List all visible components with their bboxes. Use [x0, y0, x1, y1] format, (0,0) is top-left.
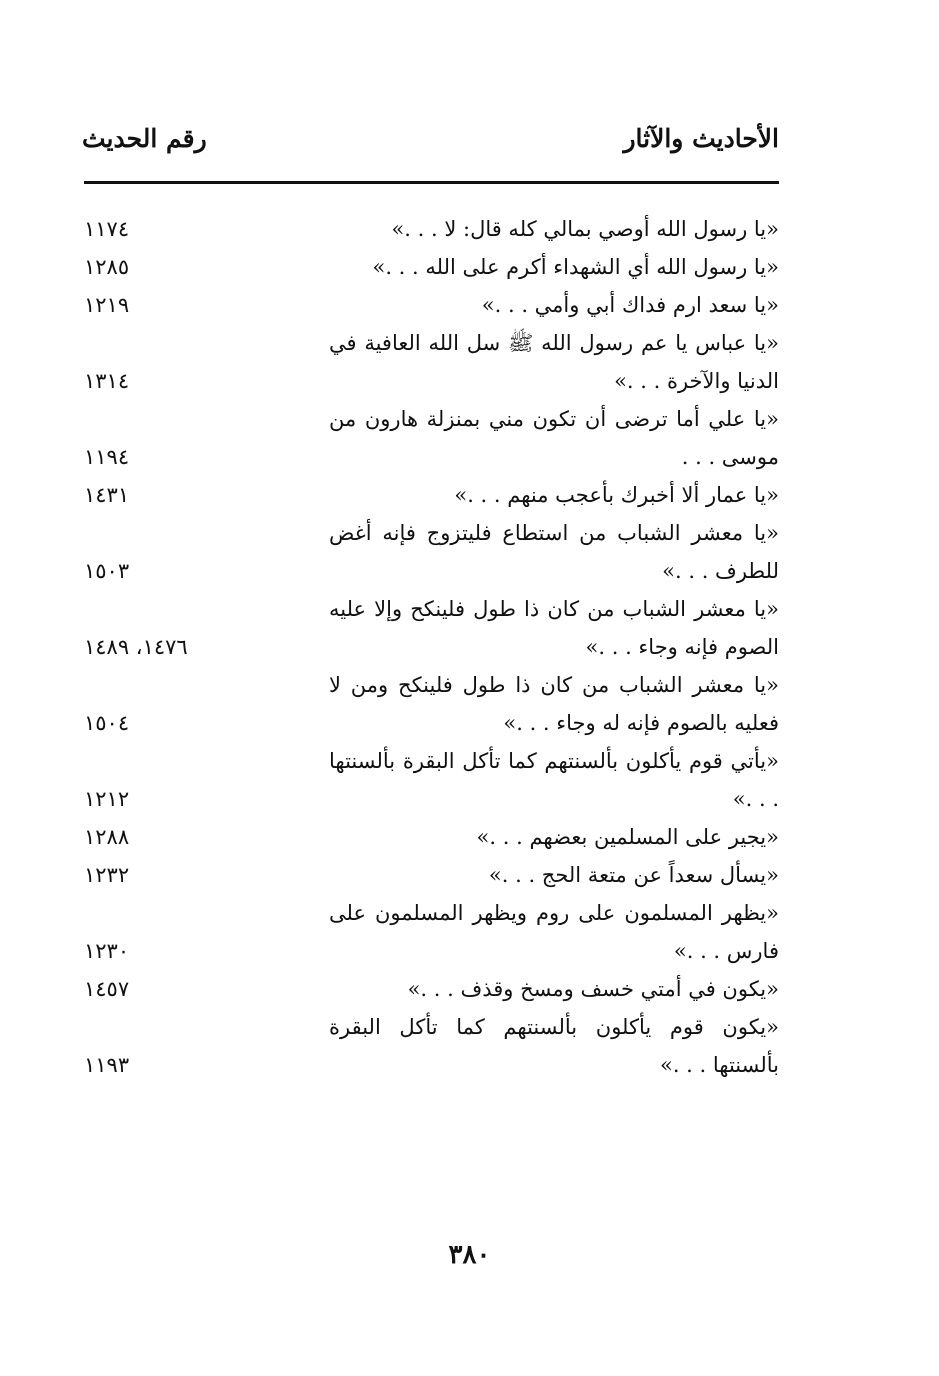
hadith-text: «يا رسول الله أوصي بمالي كله قال: لا . . .»	[391, 217, 779, 241]
column-header-hadiths: الأحاديث والآثار	[623, 124, 779, 153]
hadith-text: «يا عمار ألا أخبرك بأعجب منهم . . .»	[454, 483, 779, 507]
hadith-text: «يجير على المسلمين بعضهم . . .»	[476, 825, 779, 849]
hadith-number: ١١٩٣	[84, 1053, 130, 1077]
index-entry	[84, 970, 779, 1008]
page-number: ٣٨٠	[448, 1240, 491, 1270]
hadith-text: «يسأل سعداً عن متعة الحج . . .»	[488, 863, 779, 887]
hadith-text: «يا سعد ارم فداك أبي وأمي . . .»	[481, 293, 779, 317]
index-entry	[84, 324, 779, 400]
hadith-text: «يا عباس يا عم رسول الله ﷺ سل الله العافية في الدنيا والآخرة . . .»	[329, 331, 779, 393]
hadith-number: ١٤٥٧	[84, 977, 130, 1001]
hadith-number: ١٥٠٣	[84, 559, 130, 583]
index-entry	[84, 856, 779, 894]
index-entry	[84, 286, 779, 324]
index-entry	[84, 248, 779, 286]
index-entry	[84, 666, 779, 742]
hadith-number: ١٤٣١	[84, 483, 130, 507]
hadith-number: ١٤٧٦، ١٤٨٩	[84, 635, 188, 659]
hadith-text: «يأتي قوم يأكلون بألسنتهم كما تأكل البقرة بألسنتها . . .»	[329, 749, 779, 811]
column-header-number: رقم الحديث	[82, 124, 207, 153]
index-entry	[84, 400, 779, 476]
hadith-number: ١٢٣٢	[84, 863, 130, 887]
hadith-text: «يظهر المسلمون على روم ويظهر المسلمون على فارس . . .»	[329, 901, 779, 963]
hadith-number: ١٢١٩	[84, 293, 130, 317]
hadith-number: ١٣١٤	[84, 369, 130, 393]
hadith-number: ١١٩٤	[84, 445, 130, 469]
hadith-text: «يا علي أما ترضى أن تكون مني بمنزلة هارون من موسى . . .	[329, 407, 779, 469]
index-entry	[84, 590, 779, 666]
hadith-text: «يا معشر الشباب من كان ذا طول فلينكح ومن لا فعليه بالصوم فإنه له وجاء . . .»	[329, 673, 779, 735]
hadith-text: «يا رسول الله أي الشهداء أكرم على الله . . .»	[372, 255, 779, 279]
hadith-number: ١٢٨٥	[84, 255, 130, 279]
hadith-text: «يكون في أمتي خسف ومسخ وقذف . . .»	[407, 977, 779, 1001]
index-entry	[84, 1008, 779, 1084]
index-entry	[84, 818, 779, 856]
hadith-number: ١٢٣٠	[84, 939, 130, 963]
index-entries	[84, 210, 779, 1084]
header-rule	[84, 181, 779, 184]
index-entry	[84, 894, 779, 970]
hadith-text: «يا معشر الشباب من استطاع فليتزوج فإنه أغض للطرف . . .»	[329, 521, 779, 583]
hadith-number: ١٢٨٨	[84, 825, 130, 849]
index-entry	[84, 210, 779, 248]
hadith-number: ١٥٠٤	[84, 711, 130, 735]
index-entry	[84, 476, 779, 514]
hadith-text: «يا معشر الشباب من كان ذا طول فلينكح وإلا عليه الصوم فإنه وجاء . . .»	[329, 597, 779, 659]
hadith-number: ١١٧٤	[84, 217, 130, 241]
hadith-number: ١٢١٢	[84, 787, 130, 811]
index-entry	[84, 742, 779, 818]
index-entry	[84, 514, 779, 590]
hadith-text: «يكون قوم يأكلون بألسنتهم كما تأكل البقرة بألسنتها . . .»	[329, 1015, 779, 1077]
